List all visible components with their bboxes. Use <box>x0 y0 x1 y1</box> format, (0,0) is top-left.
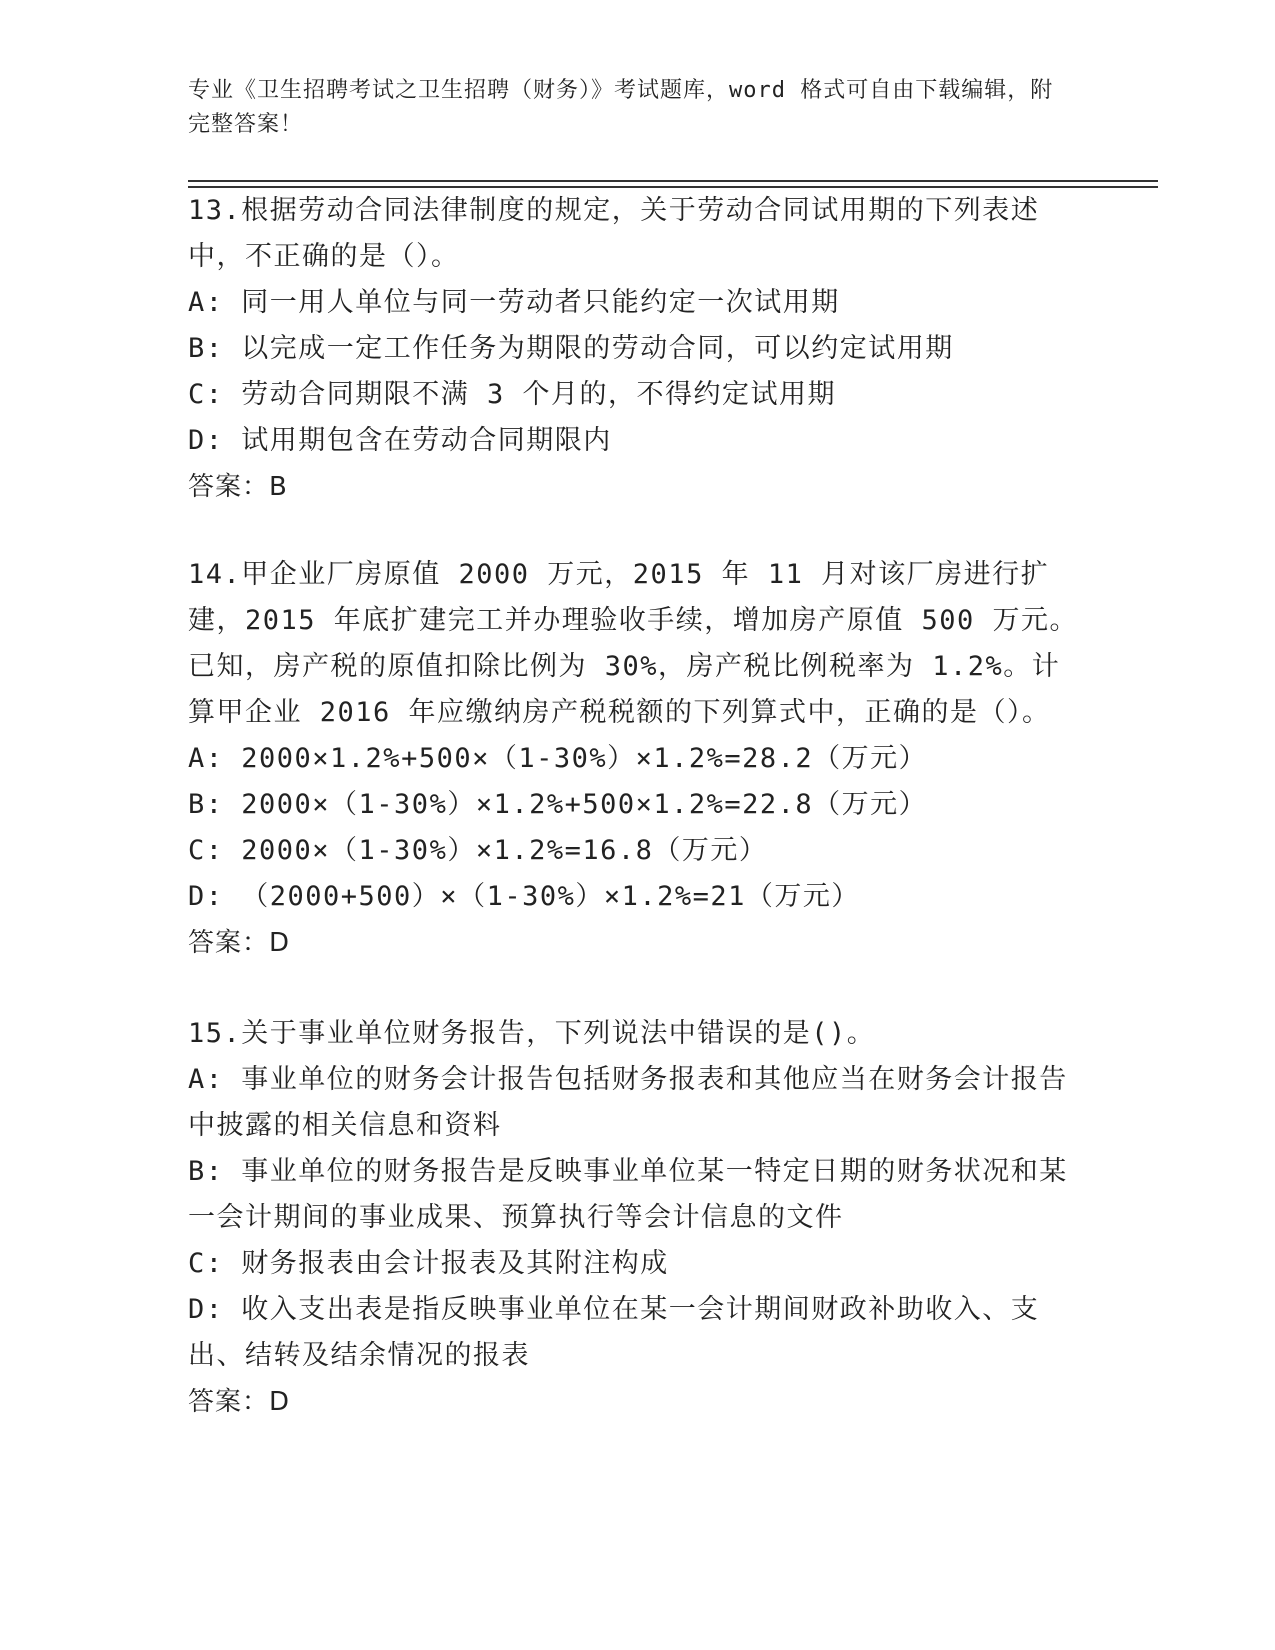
question-stem: 15.关于事业单位财务报告，下列说法中错误的是()。 <box>188 1018 876 1049</box>
header-divider-top <box>188 180 1158 182</box>
question-15 <box>188 1011 1083 1425</box>
option-c: C: 财务报表由会计报表及其附注构成 <box>188 1248 669 1279</box>
option-d: D: 试用期包含在劳动合同期限内 <box>188 425 612 456</box>
option-a: A: 同一用人单位与同一劳动者只能约定一次试用期 <box>188 287 840 318</box>
option-a: A: 2000×1.2%+500×（1-30%）×1.2%=28.2（万元） <box>188 743 928 774</box>
option-b: B: 2000×（1-30%）×1.2%+500×1.2%=22.8（万元） <box>188 789 928 820</box>
answer: 答案：B <box>188 472 288 502</box>
question-stem: 13.根据劳动合同法律制度的规定，关于劳动合同试用期的下列表述中，不正确的是（）。 <box>188 195 1040 272</box>
option-c: C: 2000×（1-30%）×1.2%=16.8（万元） <box>188 835 768 866</box>
answer: 答案：D <box>188 928 291 958</box>
question-13 <box>188 188 1083 510</box>
option-d: D: （2000+500）×（1-30%）×1.2%=21（万元） <box>188 881 860 912</box>
option-d: D: 收入支出表是指反映事业单位在某一会计期间财政补助收入、支出、结转及结余情况的报表 <box>188 1294 1040 1371</box>
option-a: A: 事业单位的财务会计报告包括财务报表和其他应当在财务会计报告中披露的相关信息和资料 <box>188 1064 1068 1141</box>
option-b: B: 事业单位的财务报告是反映事业单位某一特定日期的财务状况和某一会计期间的事业成果、预算执行等会计信息的文件 <box>188 1156 1068 1233</box>
question-14 <box>188 552 1083 966</box>
option-b: B: 以完成一定工作任务为期限的劳动合同，可以约定试用期 <box>188 333 954 364</box>
document-header: 专业《卫生招聘考试之卫生招聘（财务）》考试题库，word 格式可自由下载编辑，附完整答案！ <box>188 78 1054 137</box>
option-c: C: 劳动合同期限不满 3 个月的，不得约定试用期 <box>188 379 837 410</box>
answer: 答案：D <box>188 1387 291 1417</box>
question-stem: 14.甲企业厂房原值 2000 万元，2015 年 11 月对该厂房进行扩建，2015 年底扩建完工并办理验收手续，增加房产原值 500 万元。已知，房产税的原值扣除比例为 30%，房产税比例税率为 1.2%。计算甲企业 2016 年应缴纳房产税税额的下列算式中，正确的是（）。 <box>188 559 1079 728</box>
